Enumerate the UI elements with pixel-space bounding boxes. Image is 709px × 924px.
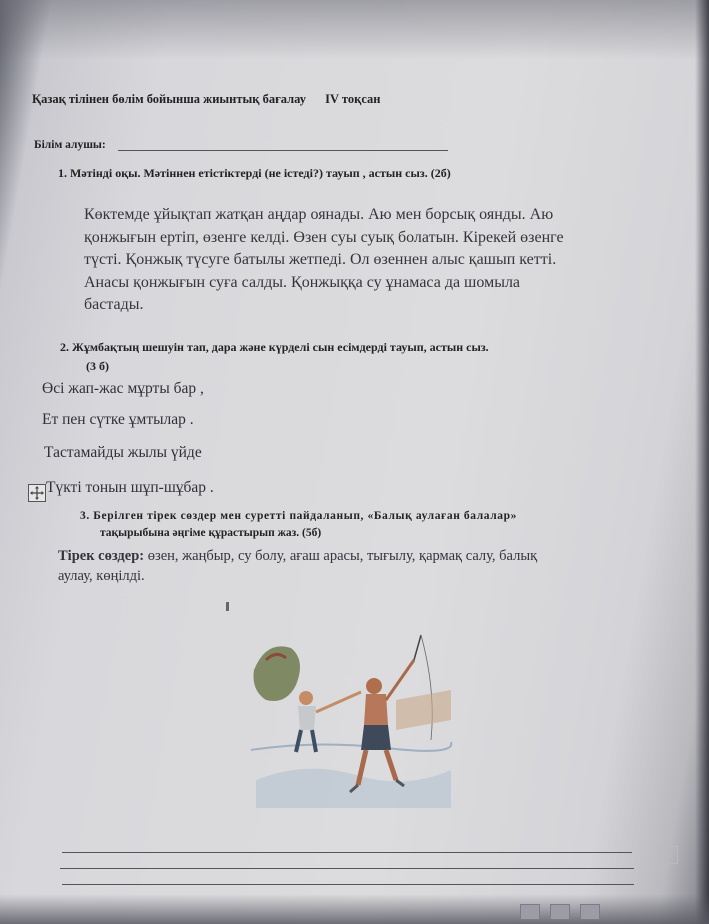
passage-line: бастады. — [84, 296, 144, 313]
task2-points: (3 б) — [86, 359, 109, 373]
quarter-label: IV тоқсан — [325, 92, 381, 106]
checkbox-square — [660, 846, 678, 864]
screen-edge-shadow — [695, 0, 709, 924]
support-words-line1: өзен, жаңбыр, су болу, ағаш арасы, тығылу, қармақ салу, балық — [144, 548, 538, 564]
fishing-boys-illustration — [246, 630, 456, 810]
task2-heading: 2. Жұмбақтың шешуін тап, дара және күрделі сын есімдерді тауып, астын сыз. — [60, 340, 489, 354]
passage-line: қонжығын ертіп, өзенге келді. Өзен суы суық болатын. Кірекей өзенге — [84, 228, 564, 246]
pen-mark — [226, 602, 229, 611]
answer-line — [62, 884, 634, 885]
move-handle-icon[interactable] — [28, 484, 46, 502]
page-title — [32, 92, 381, 107]
student-name-line — [118, 150, 448, 151]
title-text: Қазақ тілінен бөлім бойынша жиынтық бағалау — [32, 92, 307, 106]
answer-line — [62, 852, 632, 853]
task1-heading: 1. Мәтінді оқы. Мәтіннен етістіктерді (не істеді?) тауып , астын сыз. (2б) — [58, 166, 451, 180]
taskbar-icon[interactable] — [550, 904, 570, 920]
answer-line — [60, 868, 634, 869]
riddle-line: Түкті тонын шұп-шұбар . — [46, 479, 214, 496]
task3-heading-line2: тақырыбына әңгіме құрастырып жаз. (5б) — [100, 527, 322, 539]
riddle-line: Өсі жап-жас мұрты бар , — [42, 380, 204, 397]
riddle-line: Ет пен сүтке ұмтылар . — [42, 411, 194, 428]
passage-line: Анасы қонжығын суға салды. Қонжыққа су ұнамаса да шомыла — [84, 273, 521, 291]
page-top-shadow — [0, 0, 709, 60]
student-label: Білім алушы: — [34, 139, 106, 151]
passage-line: түсті. Қонжық түсуге батылы жетпеді. Ол өзеннен алыс қашып кетті. — [84, 251, 557, 268]
taskbar-icon[interactable] — [580, 904, 600, 920]
taskbar-area — [0, 894, 709, 924]
passage-line: Көктемде ұйықтап жатқан аңдар оянады. Аю мен борсық оянды. Аю — [84, 206, 554, 223]
task1-passage — [84, 204, 664, 317]
support-label: Тірек сөздер: — [58, 548, 145, 564]
support-words — [58, 546, 537, 586]
taskbar-icon[interactable] — [520, 904, 540, 920]
riddle-line: Тастамайды жылы үйде — [44, 444, 202, 461]
support-words-line2: аулау, көңілді. — [58, 568, 145, 584]
task3-heading-line1: 3. Берілген тірек сөздер мен суретті пайдаланып, «Балық аулаған балалар» — [80, 510, 517, 522]
